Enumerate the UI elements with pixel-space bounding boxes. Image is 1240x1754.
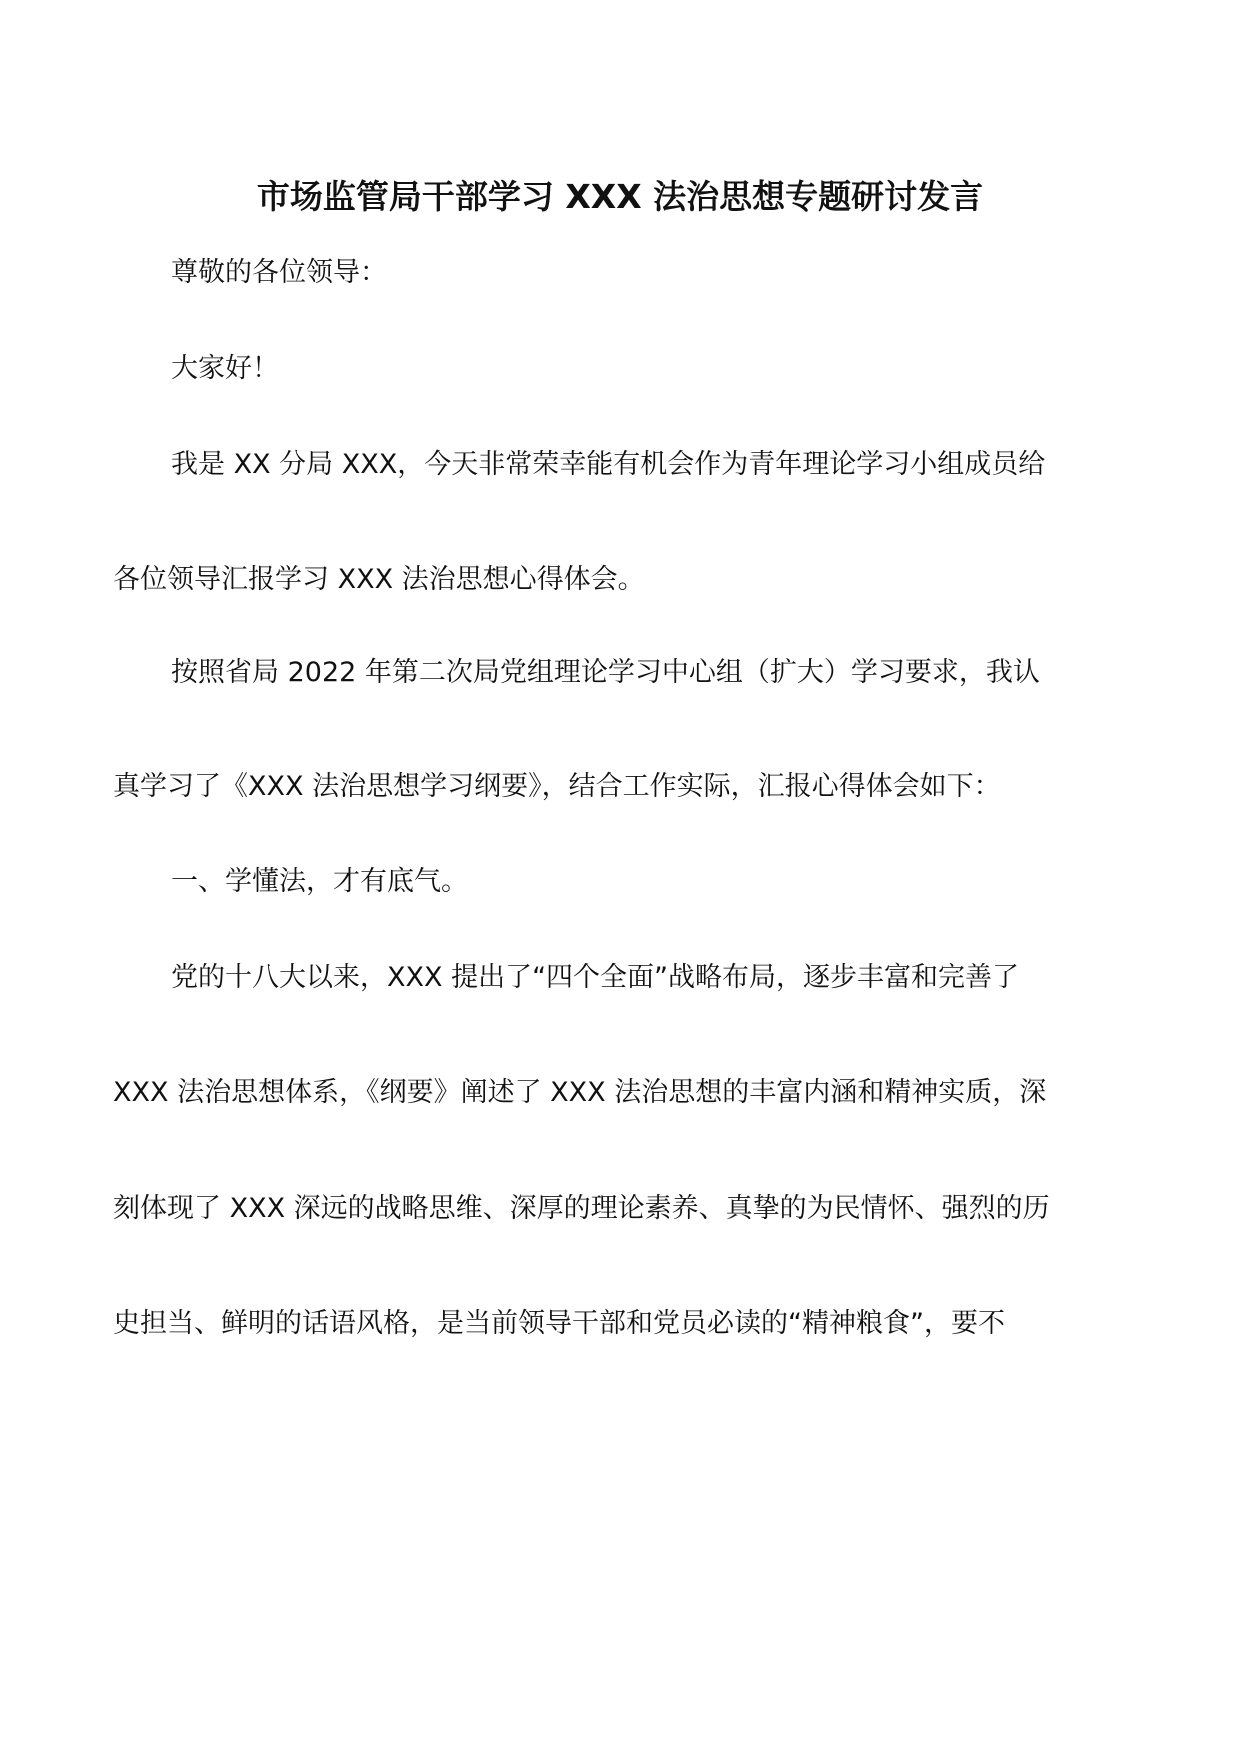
paragraph-line: XXX 法治思想体系，《纲要》阐述了 XXX 法治思想的丰富内涵和精神实质，深: [113, 1077, 1047, 1108]
paragraph-line: 我是 XX 分局 XXX，今天非常荣幸能有机会作为青年理论学习小组成员给: [171, 449, 1046, 480]
document-title: 市场监管局干部学习 XXX 法治思想专题研讨发言: [256, 177, 984, 216]
paragraph-line: 党的十八大以来，XXX 提出了“四个全面”战略布局，逐步丰富和完善了: [171, 962, 1020, 993]
paragraph-line: 各位领导汇报学习 XXX 法治思想心得体会。: [113, 564, 645, 595]
greeting: 大家好！: [171, 353, 279, 384]
paragraph-line: 真学习了《XXX 法治思想学习纲要》，结合工作实际，汇报心得体会如下：: [113, 771, 1001, 802]
section-heading: 一、学懂法，才有底气。: [171, 866, 468, 897]
paragraph-line: 刻体现了 XXX 深远的战略思维、深厚的理论素养、真挚的为民情怀、强烈的历: [113, 1193, 1050, 1224]
salutation: 尊敬的各位领导：: [171, 257, 387, 288]
paragraph-line: 史担当、鲜明的话语风格，是当前领导干部和党员必读的“精神粮食”，要不: [113, 1308, 1005, 1339]
paragraph-line: 按照省局 2022 年第二次局党组理论学习中心组（扩大）学习要求，我认: [171, 657, 1040, 688]
